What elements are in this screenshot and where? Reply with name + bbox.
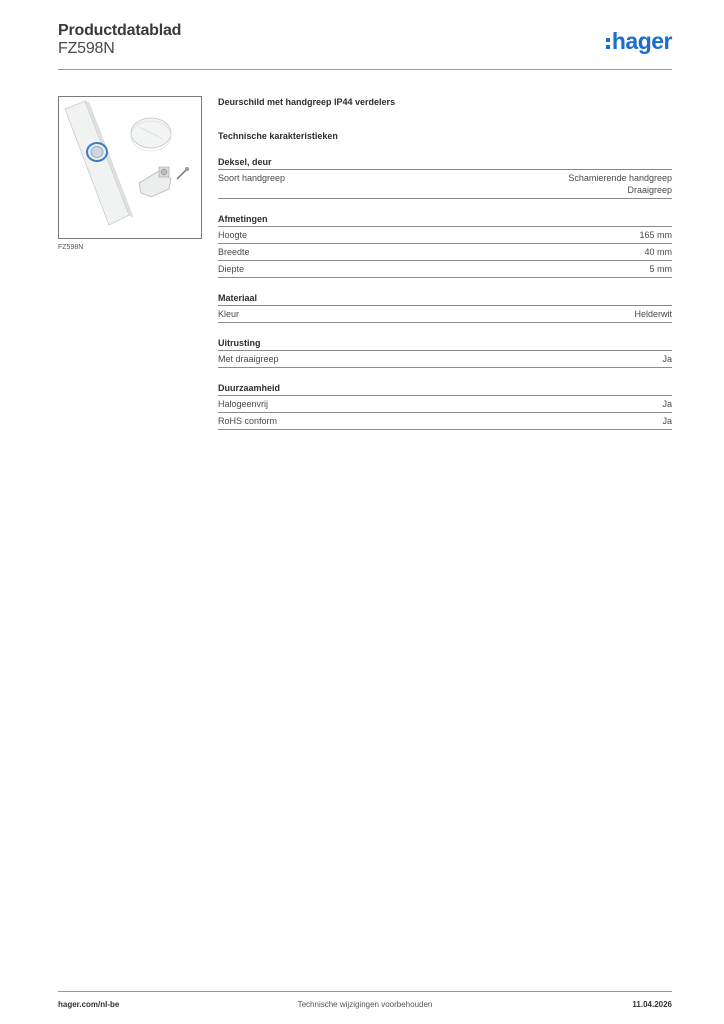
spec-value-line: Draaigreep <box>627 185 672 195</box>
spec-label: Kleur <box>218 309 240 319</box>
spec-value-line: Schamierende handgreep <box>568 173 672 183</box>
spec-row <box>218 306 672 323</box>
spec-row <box>218 351 672 368</box>
spec-section <box>218 338 672 368</box>
product-illustration <box>59 97 201 238</box>
spec-row <box>218 261 672 278</box>
section-heading: Afmetingen <box>218 214 672 227</box>
spec-value <box>662 353 672 365</box>
spec-section <box>218 214 672 278</box>
spec-value <box>650 263 673 275</box>
footer-notice: Technische wijzigingen voorbehouden <box>297 1000 433 1009</box>
logo-text: hager <box>611 28 672 54</box>
spec-value <box>662 398 672 410</box>
spec-value-line: Helderwit <box>634 309 672 319</box>
spec-section <box>218 383 672 430</box>
tech-heading: Technische karakteristieken <box>218 131 338 141</box>
spec-label: RoHS conform <box>218 416 278 426</box>
section-heading: Duurzaamheid <box>218 383 672 396</box>
document-title: Productdatablad <box>58 22 182 39</box>
spec-value-line: 5 mm <box>649 264 672 274</box>
spec-value-line: Ja <box>662 416 672 426</box>
spec-value-line: 40 mm <box>644 247 672 257</box>
footer-date: 11.04.2026 <box>632 1000 672 1009</box>
spec-value-line: Ja <box>662 399 672 409</box>
footer-website[interactable]: hager.com/nl-be <box>58 1000 120 1009</box>
spec-label: Hoogte <box>218 230 248 240</box>
logo-dots-icon <box>606 38 610 49</box>
spec-label: Soort handgreep <box>218 173 286 183</box>
spec-value-line: 165 mm <box>639 230 672 240</box>
spec-value <box>639 229 672 241</box>
spec-row <box>218 244 672 261</box>
spec-value <box>568 172 672 196</box>
spec-value <box>634 308 672 320</box>
image-caption: FZ598N <box>58 244 84 251</box>
product-image <box>58 96 202 239</box>
spec-value-line: Ja <box>662 354 672 364</box>
section-heading: Uitrusting <box>218 338 672 351</box>
spec-section <box>218 293 672 323</box>
spec-label: Halogeenvrij <box>218 399 269 409</box>
page-footer <box>58 991 672 1016</box>
spec-value <box>644 246 672 258</box>
spec-sections <box>218 157 672 430</box>
section-heading: Deksel, deur <box>218 157 672 170</box>
page-header <box>58 20 672 70</box>
product-code: FZ598N <box>58 40 115 57</box>
spec-section <box>218 157 672 199</box>
spec-label: Diepte <box>218 264 245 274</box>
section-heading: Materiaal <box>218 293 672 306</box>
spec-label: Breedte <box>218 247 250 257</box>
spec-label: Met draaigreep <box>218 354 279 364</box>
spec-row <box>218 413 672 430</box>
hager-logo <box>606 30 672 53</box>
spec-row <box>218 396 672 413</box>
product-name: Deurschild met handgreep IP44 verdelers <box>218 97 396 107</box>
spec-content <box>218 96 672 430</box>
spec-row <box>218 227 672 244</box>
spec-row <box>218 170 672 199</box>
spec-value <box>662 415 672 427</box>
